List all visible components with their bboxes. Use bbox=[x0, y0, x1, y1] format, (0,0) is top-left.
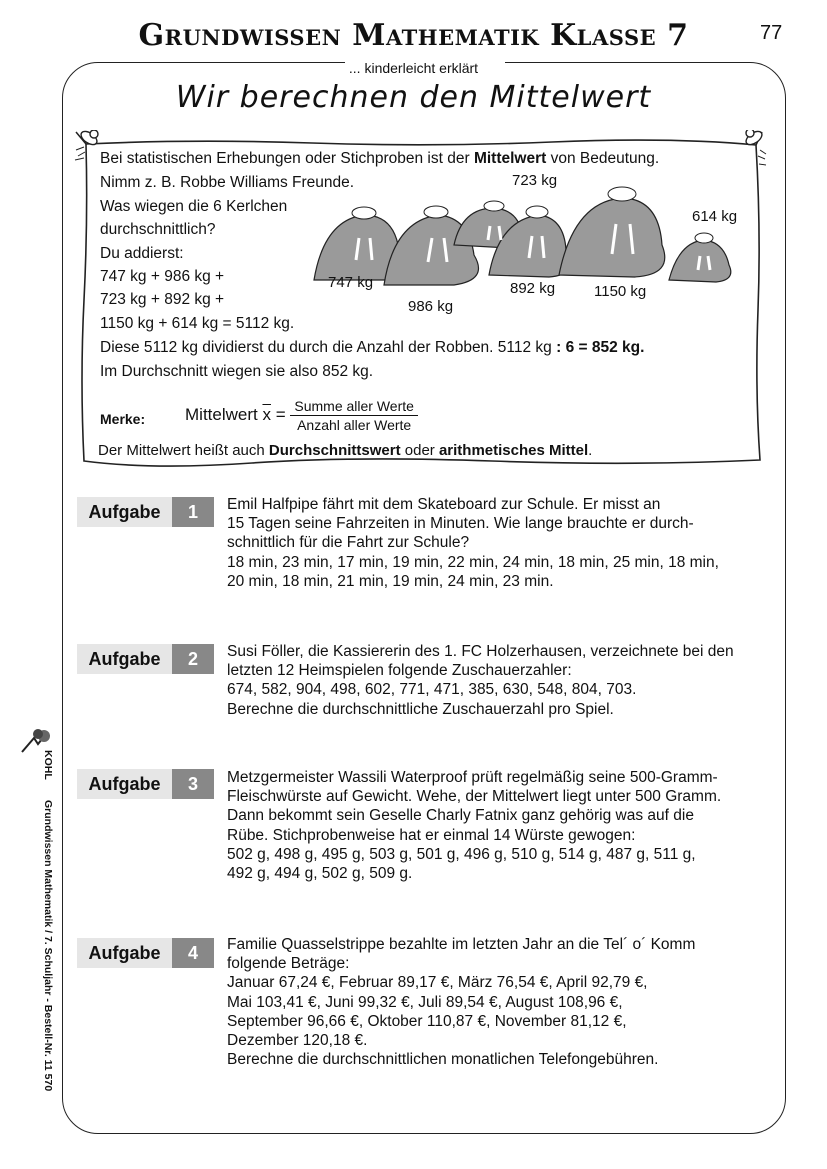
walrus-1150 bbox=[559, 198, 665, 277]
weight-label-723: 723 kg bbox=[512, 172, 558, 189]
weight-label-747: 747 kg bbox=[328, 274, 374, 291]
task-number: 4 bbox=[172, 938, 214, 968]
task-label: Aufgabe bbox=[77, 938, 172, 968]
info-line: 1150 kg + 614 kg = 5112 kg. bbox=[100, 315, 295, 332]
task-label: Aufgabe bbox=[77, 497, 172, 527]
publisher-name: KOHL bbox=[42, 750, 54, 780]
weight-label-1150: 1150 kg bbox=[594, 283, 647, 300]
info-line: 747 kg + 986 kg + bbox=[100, 268, 225, 285]
info-summary-line: Der Mittelwert heißt auch Durchschnittswert oder arithmetisches Mittel. bbox=[98, 442, 593, 459]
weight-label-892: 892 kg bbox=[510, 280, 556, 297]
weight-label-614: 614 kg bbox=[692, 208, 738, 225]
task-number: 2 bbox=[172, 644, 214, 674]
subtitle: ... kinderleicht erklärt bbox=[348, 60, 479, 76]
info-line: 723 kg + 892 kg + bbox=[100, 291, 225, 308]
task-number: 3 bbox=[172, 769, 214, 799]
info-line: Im Durchschnitt wiegen sie also 852 kg. bbox=[100, 363, 374, 380]
task-number: 1 bbox=[172, 497, 214, 527]
formula-denominator: Anzahl aller Werte bbox=[297, 417, 412, 433]
info-line: durchschnittlich? bbox=[100, 221, 216, 238]
task-3-text: Metzgermeister Wassili Waterproof prüft regelmäßig seine 500-Gramm- Fleischwürste auf Gewicht. Wehe, der Mittelwert liegt unter 500 Gramm. Dann bekommt sein Geselle Charly Fatnix ganz gehörig was auf die Rübe. Stichprobenweise hat er einmal 14 Würste gewogen: 502 g, 498 g, 495 g, 503 g, 501 g, 496 g, 510 g, 514 g, 487 g, 511 g, 492 g, 494 g, 502 g, 509 g. bbox=[227, 769, 722, 883]
info-intro-line: Bei statistischen Erhebungen oder Stichproben ist der Mittelwert von Bedeutung. bbox=[100, 150, 660, 167]
publisher-order-text: Grundwissen Mathematik / 7. Schuljahr - Bestell-Nr. 11 570 bbox=[42, 800, 54, 1092]
task-2-text: Susi Föller, die Kassiererin des 1. FC Holzerhausen, verzeichnete bei den letzten 12 Heimspielen folgende Zuschauerzahler: 674, 582, 904, 498, 602, 771, 471, 385, 630, 548, 804, 703. Berechne die durchschnittliche Zuschauerzahl pro Spiel. bbox=[227, 643, 734, 718]
weight-label-986: 986 kg bbox=[408, 298, 454, 315]
info-box bbox=[72, 130, 767, 470]
info-line: Du addierst: bbox=[100, 245, 184, 262]
task-label: Aufgabe bbox=[77, 644, 172, 674]
main-title: Wir berechnen den Mittelwert bbox=[175, 80, 652, 115]
info-line: Nimm z. B. Robbe Williams Freunde. bbox=[100, 174, 355, 191]
merke-label: Merke: bbox=[100, 411, 146, 427]
x-bar: $\overline{x}$ bbox=[262, 404, 271, 424]
formula-numerator: Summe aller Werte bbox=[290, 398, 418, 416]
info-line: Was wiegen die 6 Kerlchen bbox=[100, 198, 288, 215]
page-number: 77 bbox=[760, 22, 783, 44]
mittelwert-formula: Mittelwert $\overline{x}$ = $\frac{\text{Summe aller Werte}}{\text{Anzahl aller Werte}}$ bbox=[185, 398, 418, 433]
task-label: Aufgabe bbox=[77, 769, 172, 799]
task-4-text: Familie Quasselstrippe bezahlte im letzten Jahr an die Tel´ o´ Komm folgende Beträge: Januar 67,24 €, Februar 89,17 €, März 76,54 €, April 92,79 €, Mai 103,41 €, Juni 99,32 €, Juli 89,54 €, August 108,96 €, September 96,66 €, Oktober 110,87 €, November 81,12 €, Dezember 120,18 €. Berechne die durchschnittlichen monatlichen Telefongebühren. bbox=[227, 936, 696, 1069]
publisher-sidebar bbox=[30, 740, 52, 1100]
header-title: Grundwissen Mathematik Klasse 7 bbox=[138, 18, 689, 53]
task-1-text: Emil Halfpipe fährt mit dem Skateboard zur Schule. Er misst an 15 Tagen seine Fahrzeiten in Minuten. Wie lange brauchte er durch- schnittlich für die Fahrt zur Schule? 18 min, 23 min, 17 min, 19 min, 22 min, 24 min, 18 min, 25 min, 18 min, 20 min, 18 min, 21 min, 19 min, 24 min, 23 min. bbox=[227, 496, 719, 590]
formula-fraction bbox=[290, 398, 418, 433]
info-division-line: Diese 5112 kg dividierst du durch die Anzahl der Robben. 5112 kg : 6 = 852 kg. bbox=[100, 339, 645, 356]
